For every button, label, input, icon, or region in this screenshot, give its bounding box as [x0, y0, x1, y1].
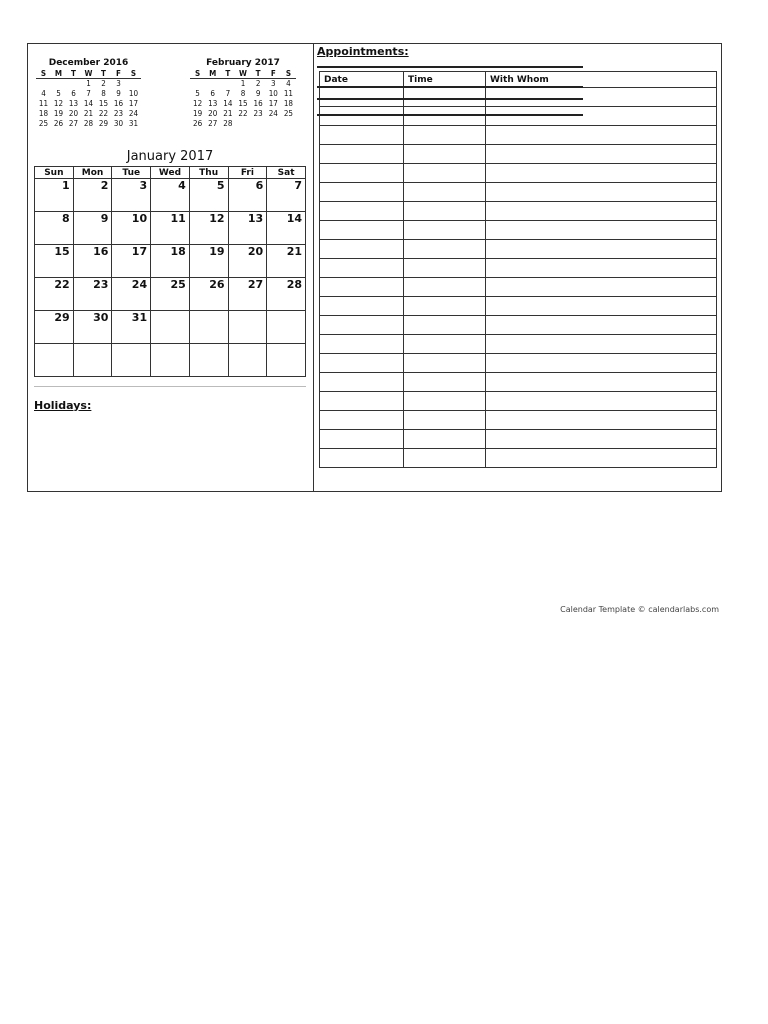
appointment-cell[interactable] [320, 449, 404, 468]
appointment-row [320, 316, 717, 335]
day-cell [66, 79, 81, 90]
day-cell: 5 [195, 89, 200, 98]
appointment-cell[interactable] [486, 88, 717, 107]
weekday-header: Sat [267, 167, 306, 179]
date-cell[interactable]: 26 [189, 278, 228, 311]
appointment-row [320, 202, 717, 221]
date-cell[interactable]: 24 [112, 278, 151, 311]
appointment-cell[interactable] [320, 221, 404, 240]
day-cell [281, 119, 296, 129]
day-cell: 5 [56, 89, 61, 98]
appointments-rule [317, 98, 583, 100]
appointment-cell[interactable] [486, 411, 717, 430]
appointment-cell[interactable] [404, 354, 486, 373]
date-cell[interactable]: 22 [35, 278, 74, 311]
day-cell: 12 [53, 99, 64, 108]
day-cell: 18 [283, 99, 293, 108]
appointment-cell[interactable] [320, 297, 404, 316]
day-cell: 27 [68, 119, 79, 128]
appointment-cell[interactable] [404, 183, 486, 202]
date-cell[interactable]: 7 [267, 179, 306, 212]
weekday-header: S [130, 68, 137, 78]
day-cell: 24 [268, 109, 278, 118]
day-cell: 10 [268, 89, 278, 98]
appointment-cell[interactable] [486, 259, 717, 278]
appointment-row [320, 240, 717, 259]
appointment-cell[interactable] [404, 259, 486, 278]
day-cell [220, 79, 235, 90]
weekday-header: Fri [228, 167, 267, 179]
day-cell: 2 [101, 79, 106, 88]
day-cell: 22 [238, 109, 248, 118]
appointment-cell[interactable] [404, 145, 486, 164]
appointment-cell[interactable] [320, 107, 404, 126]
appointment-row [320, 373, 717, 392]
footer-credit: Calendar Template © calendarlabs.com [560, 605, 719, 614]
appointment-row [320, 164, 717, 183]
day-cell: 8 [240, 89, 246, 98]
appointment-cell[interactable] [486, 373, 717, 392]
weekday-header: T [225, 68, 231, 78]
date-cell[interactable]: 21 [267, 245, 306, 278]
date-cell[interactable] [112, 344, 151, 377]
appointment-cell[interactable] [486, 449, 717, 468]
date-cell[interactable]: 29 [35, 311, 74, 344]
appointments-table [319, 71, 717, 468]
appointment-cell[interactable] [320, 126, 404, 145]
day-cell: 27 [208, 119, 218, 128]
date-cell[interactable]: 14 [267, 212, 306, 245]
appointment-cell[interactable] [404, 221, 486, 240]
mini-calendar-december-grid [36, 68, 141, 129]
appointment-cell[interactable] [486, 297, 717, 316]
mini-calendar-february [190, 58, 296, 129]
appointment-cell[interactable] [486, 240, 717, 259]
appointment-cell[interactable] [404, 126, 486, 145]
date-cell[interactable]: 16 [73, 245, 112, 278]
appointment-cell[interactable] [320, 354, 404, 373]
appointments-label: Appointments: [317, 45, 409, 58]
appointment-cell[interactable] [486, 392, 717, 411]
day-cell: 26 [192, 119, 203, 128]
appointment-cell[interactable] [404, 107, 486, 126]
appointment-cell[interactable] [404, 278, 486, 297]
day-cell: 31 [128, 119, 139, 128]
day-cell: 7 [225, 89, 231, 98]
date-cell[interactable]: 19 [189, 245, 228, 278]
date-cell[interactable]: 31 [112, 311, 151, 344]
day-cell: 15 [238, 99, 248, 108]
day-cell: 16 [113, 99, 124, 108]
day-cell [235, 119, 250, 129]
weekday-header: Sun [35, 167, 74, 179]
appointment-cell[interactable] [320, 430, 404, 449]
appointment-row [320, 354, 717, 373]
date-cell[interactable]: 6 [228, 179, 267, 212]
date-cell[interactable]: 10 [112, 212, 151, 245]
appointment-row [320, 107, 717, 126]
mini-calendar-february-title: February 2017 [206, 58, 280, 68]
appointments-column-header: Time [404, 72, 486, 88]
date-cell[interactable]: 30 [73, 311, 112, 344]
weekday-header: S [285, 68, 292, 78]
weekday-header: W [84, 68, 93, 78]
date-cell[interactable] [189, 311, 228, 344]
mini-calendar-february-grid [190, 68, 296, 129]
day-cell: 16 [253, 99, 263, 108]
appointments-rule [317, 66, 583, 68]
calendar-sheet [27, 43, 722, 492]
appointment-cell[interactable] [486, 335, 717, 354]
weekday-header: F [116, 68, 121, 78]
appointment-row [320, 392, 717, 411]
appointment-row [320, 145, 717, 164]
day-cell: 21 [223, 109, 233, 118]
date-cell[interactable]: 2 [73, 179, 112, 212]
appointment-cell[interactable] [404, 88, 486, 107]
appointment-cell[interactable] [404, 392, 486, 411]
appointment-cell[interactable] [320, 145, 404, 164]
appointment-cell[interactable] [320, 202, 404, 221]
appointment-cell[interactable] [404, 411, 486, 430]
appointment-row [320, 335, 717, 354]
appointment-cell[interactable] [320, 240, 404, 259]
appointment-cell[interactable] [404, 316, 486, 335]
day-cell [36, 79, 51, 90]
day-cell: 22 [98, 109, 109, 118]
main-calendar-title: January 2017 [126, 149, 214, 164]
day-cell: 11 [283, 89, 293, 98]
mini-calendar-december-title: December 2016 [48, 58, 129, 68]
appointments-column-header: Date [320, 72, 404, 88]
weekday-header: M [54, 68, 63, 78]
weekday-header: Tue [112, 167, 151, 179]
day-cell: 14 [83, 99, 94, 108]
day-cell: 8 [101, 89, 106, 98]
day-cell: 3 [270, 79, 276, 88]
mini-calendar-december [36, 58, 141, 129]
appointment-row [320, 297, 717, 316]
day-cell: 17 [268, 99, 278, 108]
date-cell[interactable]: 15 [35, 245, 74, 278]
day-cell: 29 [98, 119, 109, 128]
weekday-header: Wed [151, 167, 190, 179]
date-cell[interactable] [228, 311, 267, 344]
appointment-cell[interactable] [320, 88, 404, 107]
weekday-header: T [255, 68, 261, 78]
day-cell: 28 [83, 119, 94, 128]
day-cell: 13 [208, 99, 218, 108]
day-cell: 6 [71, 89, 76, 98]
day-cell: 23 [113, 109, 124, 118]
appointment-cell[interactable] [404, 449, 486, 468]
appointment-cell[interactable] [320, 164, 404, 183]
weekday-header: F [270, 68, 276, 78]
date-cell[interactable]: 13 [228, 212, 267, 245]
appointment-row [320, 259, 717, 278]
appointment-cell[interactable] [486, 278, 717, 297]
weekday-header: Mon [73, 167, 112, 179]
appointment-cell[interactable] [486, 107, 717, 126]
appointment-row [320, 449, 717, 468]
date-cell[interactable] [151, 344, 190, 377]
appointment-row [320, 183, 717, 202]
section-divider [34, 386, 306, 387]
day-cell: 1 [86, 79, 91, 88]
date-cell[interactable] [228, 344, 267, 377]
day-cell: 25 [38, 119, 49, 128]
day-cell: 21 [83, 109, 94, 118]
appointment-row [320, 411, 717, 430]
date-cell[interactable]: 4 [151, 179, 190, 212]
appointment-cell[interactable] [320, 183, 404, 202]
appointments-rule [317, 86, 583, 88]
day-cell: 4 [41, 89, 46, 98]
date-cell[interactable]: 5 [189, 179, 228, 212]
appointment-row [320, 221, 717, 240]
appointment-cell[interactable] [320, 278, 404, 297]
appointments-rule [317, 114, 583, 116]
holidays-label: Holidays: [34, 399, 92, 412]
date-cell[interactable] [267, 311, 306, 344]
day-cell: 9 [255, 89, 261, 98]
appointments-column-header: With Whom [486, 72, 717, 88]
day-cell: 17 [128, 99, 139, 108]
appointment-row [320, 88, 717, 107]
date-cell[interactable]: 18 [151, 245, 190, 278]
appointment-cell[interactable] [320, 373, 404, 392]
appointment-cell[interactable] [320, 316, 404, 335]
appointment-cell[interactable] [486, 221, 717, 240]
appointment-cell[interactable] [320, 411, 404, 430]
appointment-row [320, 126, 717, 145]
day-cell: 19 [192, 109, 203, 118]
day-cell: 10 [128, 89, 139, 98]
appointment-cell[interactable] [320, 392, 404, 411]
date-cell[interactable] [73, 344, 112, 377]
date-cell[interactable]: 20 [228, 245, 267, 278]
main-calendar-grid [34, 166, 306, 377]
date-cell[interactable]: 11 [151, 212, 190, 245]
appointment-cell[interactable] [404, 373, 486, 392]
day-cell: 2 [255, 79, 261, 88]
date-cell[interactable]: 3 [112, 179, 151, 212]
day-cell: 4 [286, 79, 291, 88]
date-cell[interactable] [267, 344, 306, 377]
date-cell[interactable]: 17 [112, 245, 151, 278]
day-cell [266, 119, 281, 129]
appointment-cell[interactable] [404, 430, 486, 449]
day-cell: 6 [210, 89, 215, 98]
day-cell: 20 [68, 109, 79, 118]
day-cell: 14 [223, 99, 233, 108]
day-cell: 13 [68, 99, 79, 108]
day-cell: 26 [53, 119, 64, 128]
day-cell [205, 79, 220, 90]
day-cell [251, 119, 266, 129]
appointment-cell[interactable] [486, 430, 717, 449]
day-cell: 7 [86, 89, 91, 98]
appointment-cell[interactable] [320, 335, 404, 354]
date-cell[interactable]: 12 [189, 212, 228, 245]
appointment-cell[interactable] [486, 164, 717, 183]
appointment-cell[interactable] [404, 240, 486, 259]
appointment-cell[interactable] [486, 126, 717, 145]
day-cell: 15 [98, 99, 109, 108]
appointments-column [314, 44, 721, 491]
appointment-cell[interactable] [486, 316, 717, 335]
appointment-cell[interactable] [320, 259, 404, 278]
weekday-header: S [194, 68, 201, 78]
calendar-column [28, 44, 314, 491]
date-cell[interactable]: 1 [35, 179, 74, 212]
day-cell: 9 [116, 89, 121, 98]
weekday-header: M [209, 68, 217, 78]
day-cell: 3 [116, 79, 121, 88]
appointment-cell[interactable] [486, 354, 717, 373]
weekday-header: T [101, 68, 106, 78]
appointment-cell[interactable] [404, 297, 486, 316]
appointment-cell[interactable] [404, 202, 486, 221]
day-cell [126, 79, 141, 90]
day-cell: 19 [53, 109, 64, 118]
date-cell[interactable] [35, 344, 74, 377]
date-cell[interactable]: 23 [73, 278, 112, 311]
date-cell[interactable]: 9 [73, 212, 112, 245]
weekday-header: S [40, 68, 47, 78]
day-cell: 24 [128, 109, 139, 118]
day-cell [190, 79, 205, 90]
day-cell: 1 [240, 79, 246, 88]
date-cell[interactable]: 27 [228, 278, 267, 311]
main-calendar [34, 148, 306, 377]
weekday-header: T [71, 68, 76, 78]
weekday-header: W [239, 68, 247, 78]
appointment-cell[interactable] [404, 335, 486, 354]
day-cell: 28 [223, 119, 233, 128]
appointment-cell[interactable] [486, 202, 717, 221]
day-cell [51, 79, 66, 90]
day-cell: 30 [113, 119, 124, 128]
date-cell[interactable]: 25 [151, 278, 190, 311]
appointment-cell[interactable] [486, 145, 717, 164]
weekday-header: Thu [189, 167, 228, 179]
appointment-row [320, 278, 717, 297]
day-cell: 12 [192, 99, 203, 108]
day-cell: 18 [38, 109, 49, 118]
appointment-cell[interactable] [404, 164, 486, 183]
day-cell: 11 [38, 99, 49, 108]
day-cell: 25 [283, 109, 293, 118]
day-cell: 23 [253, 109, 263, 118]
date-cell[interactable]: 28 [267, 278, 306, 311]
date-cell[interactable] [151, 311, 190, 344]
date-cell[interactable] [189, 344, 228, 377]
appointment-cell[interactable] [486, 183, 717, 202]
day-cell: 20 [208, 109, 218, 118]
date-cell[interactable]: 8 [35, 212, 74, 245]
appointment-row [320, 430, 717, 449]
